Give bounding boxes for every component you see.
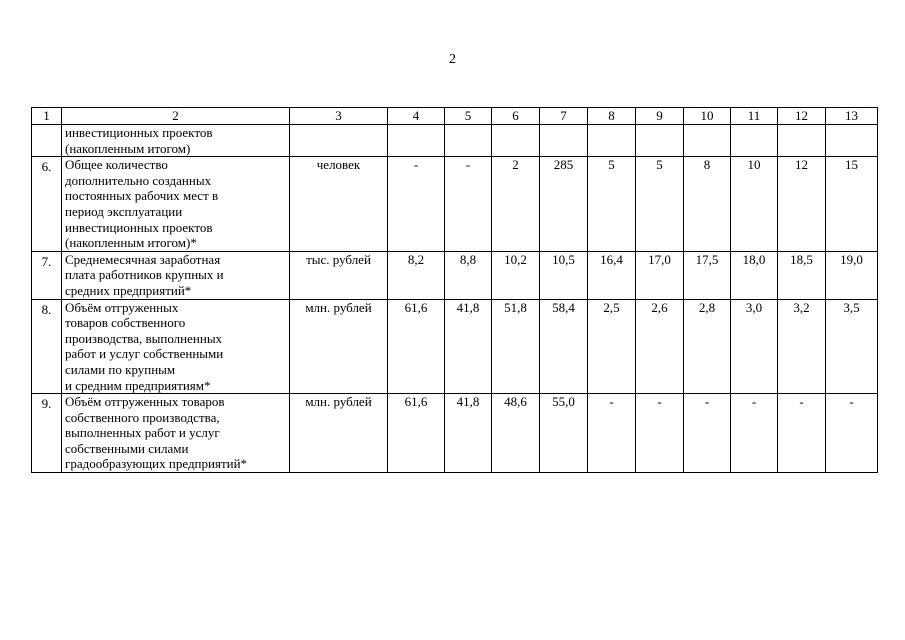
value-cell: - [388, 157, 445, 252]
value-cell [540, 125, 588, 157]
value-cell: 3,5 [826, 299, 878, 394]
indicator-name-line: собственного производства, [65, 409, 220, 425]
value-cell: 61,6 [388, 299, 445, 394]
value-cell: 16,4 [588, 251, 636, 299]
table-row [32, 299, 878, 394]
value-cell: 5 [636, 157, 684, 252]
indicator-name-line: работ и услуг собственными [65, 346, 224, 362]
indicator-name-line: плата работников крупных и [65, 267, 224, 283]
value-cell: - [445, 157, 492, 252]
column-header: 6 [492, 108, 540, 125]
value-cell: 10,5 [540, 251, 588, 299]
indicator-name-line: Объём отгруженных товаров [65, 394, 225, 410]
value-cell: - [588, 394, 636, 473]
value-cell [636, 125, 684, 157]
column-header: 1 [32, 108, 62, 125]
column-header: 11 [731, 108, 778, 125]
indicator-name-line: собственными силами [65, 440, 189, 456]
unit-cell: млн. рублей [290, 394, 388, 473]
value-cell: 48,6 [492, 394, 540, 473]
table-row [32, 157, 878, 252]
header-row [32, 108, 878, 125]
indicator-name-line: производства, выполненных [65, 330, 223, 346]
row-number [32, 125, 62, 157]
column-header: 10 [684, 108, 731, 125]
row-number: 9. [32, 394, 62, 473]
value-cell: 10,2 [492, 251, 540, 299]
value-cell [684, 125, 731, 157]
column-header: 13 [826, 108, 878, 125]
unit-cell [290, 125, 388, 157]
indicator-name [62, 299, 290, 394]
indicator-name-line: постоянных рабочих мест в [65, 188, 219, 204]
indicator-name-line: средних предприятий* [65, 282, 192, 298]
column-header: 2 [62, 108, 290, 125]
row-number: 8. [32, 299, 62, 394]
value-cell: - [636, 394, 684, 473]
value-cell: 18,0 [731, 251, 778, 299]
unit-cell: млн. рублей [290, 299, 388, 394]
value-cell: 5 [588, 157, 636, 252]
indicator-name [62, 125, 290, 157]
indicator-name-line: выполненных работ и услуг [65, 425, 220, 441]
page-number: 2 [449, 52, 456, 67]
indicator-name-line: дополнительно созданных [65, 172, 212, 188]
table-row [32, 251, 878, 299]
indicator-name-line: период эксплуатации [65, 203, 183, 219]
value-cell: 17,5 [684, 251, 731, 299]
column-header: 12 [778, 108, 826, 125]
column-header: 8 [588, 108, 636, 125]
value-cell: 18,5 [778, 251, 826, 299]
value-cell [731, 125, 778, 157]
value-cell: - [778, 394, 826, 473]
value-cell [445, 125, 492, 157]
column-header: 3 [290, 108, 388, 125]
value-cell: - [826, 394, 878, 473]
indicator-name-line: Объём отгруженных [65, 299, 179, 315]
row-number: 6. [32, 157, 62, 252]
column-header: 9 [636, 108, 684, 125]
value-cell: 10 [731, 157, 778, 252]
indicator-name-line: (накопленным итогом)* [65, 235, 197, 251]
value-cell [492, 125, 540, 157]
unit-cell: тыс. рублей [290, 251, 388, 299]
indicator-name-line: товаров собственного [65, 315, 186, 331]
value-cell: 3,2 [778, 299, 826, 394]
value-cell: 41,8 [445, 299, 492, 394]
value-cell: 12 [778, 157, 826, 252]
indicator-name-line: инвестиционных проектов [65, 125, 213, 140]
indicator-name-line: и средним предприятиям* [65, 377, 211, 393]
value-cell [388, 125, 445, 157]
indicator-name [62, 251, 290, 299]
value-cell: 19,0 [826, 251, 878, 299]
column-header: 7 [540, 108, 588, 125]
value-cell [588, 125, 636, 157]
value-cell: 61,6 [388, 394, 445, 473]
indicator-name-line: инвестиционных проектов [65, 219, 213, 235]
indicator-name-line: (накопленным итогом) [65, 140, 191, 156]
row-number: 7. [32, 251, 62, 299]
value-cell: 8,2 [388, 251, 445, 299]
value-cell: 15 [826, 157, 878, 252]
value-cell: 2,6 [636, 299, 684, 394]
table-body [32, 125, 878, 473]
value-cell: 2,5 [588, 299, 636, 394]
value-cell: - [731, 394, 778, 473]
unit-cell: человек [290, 157, 388, 252]
value-cell [778, 125, 826, 157]
indicator-name [62, 394, 290, 473]
indicators-table [31, 107, 878, 473]
indicator-name-line: силами по крупным [65, 361, 176, 377]
column-header: 4 [388, 108, 445, 125]
value-cell: 8 [684, 157, 731, 252]
table-row [32, 394, 878, 473]
value-cell: 58,4 [540, 299, 588, 394]
indicator-name-line: Общее количество [65, 157, 168, 173]
indicator-name-line: Среднемесячная заработная [65, 251, 221, 267]
indicator-name-line: градообразующих предприятий* [65, 456, 248, 472]
table-row [32, 125, 878, 157]
value-cell: - [684, 394, 731, 473]
value-cell: 41,8 [445, 394, 492, 473]
value-cell: 17,0 [636, 251, 684, 299]
indicator-name [62, 157, 290, 252]
column-header: 5 [445, 108, 492, 125]
value-cell: 51,8 [492, 299, 540, 394]
value-cell: 2 [492, 157, 540, 252]
value-cell: 8,8 [445, 251, 492, 299]
value-cell: 2,8 [684, 299, 731, 394]
value-cell: 55,0 [540, 394, 588, 473]
value-cell: 3,0 [731, 299, 778, 394]
value-cell: 285 [540, 157, 588, 252]
value-cell [826, 125, 878, 157]
